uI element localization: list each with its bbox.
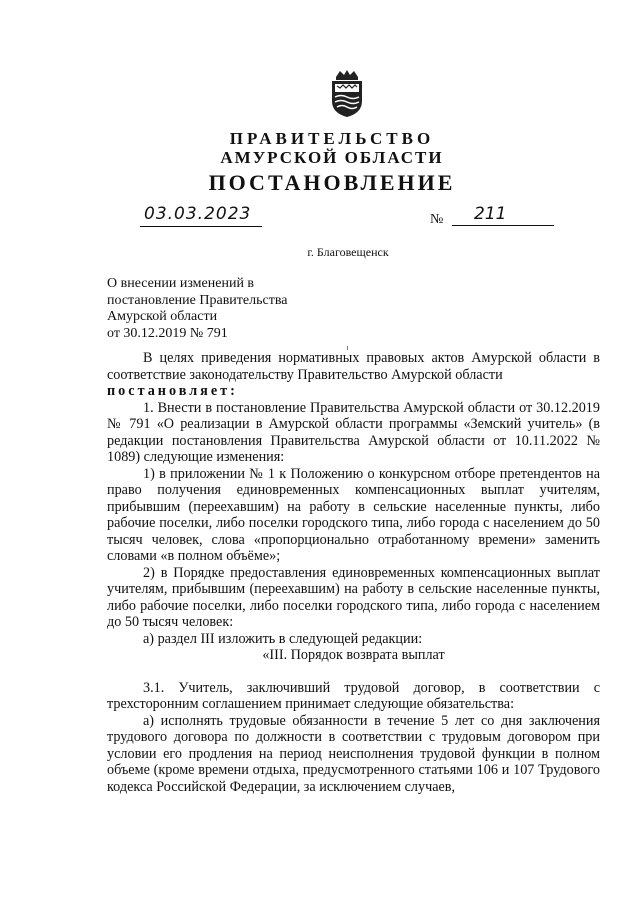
decree-word: постановляет: [107, 383, 238, 399]
preamble-paragraph: В целях приведения нормативных правовых актов Амурской области в соответствие законодательству Правительство Амурской области [107, 350, 600, 383]
document-body [107, 350, 600, 795]
paragraph-3-1-a: а) исполнять трудовые обязанности в течение 5 лет со дня заключения трудового договора по должности в соответствии с трудовым договором при условии его продления на период неисполнения трудовой функции в полном объеме (кроме времени отдыха, предусмотренного статьями 106 и 107 Трудового кодекса Российской Федерации, за исключением случаев, [107, 712, 600, 795]
document-date: 03.03.2023 [140, 204, 262, 227]
spacer [107, 664, 600, 680]
paragraph-item-1-2-a: а) раздел III изложить в следующей редакции: [143, 630, 423, 647]
subject-line: от 30.12.2019 № 791 [107, 325, 228, 341]
section-title: «III. Порядок возврата выплат [262, 647, 445, 663]
subject-line: постановление Правительства [107, 292, 288, 308]
subject-line: О внесении изменений в [107, 276, 255, 291]
org-title-line2: АМУРСКОЙ ОБЛАСТИ [220, 148, 444, 167]
number-label: № [430, 212, 444, 227]
coat-of-arms-icon [328, 68, 366, 118]
paragraph-item-1-2: 2) в Порядке предоставления единовременных компенсационных выплат учителям, прибывшим (переехавшим) на работу в сельские населенные пункты, либо рабочие поселки, либо поселки городского типа, либо города с населением до 50 тысяч человек: [107, 564, 600, 630]
subject-line: Амурской области [107, 309, 218, 324]
document-type: ПОСТАНОВЛЕНИЕ [208, 170, 456, 195]
org-title-line1: ПРАВИТЕЛЬСТВО [229, 129, 435, 148]
document-subject [107, 276, 367, 342]
paragraph-3-1: 3.1. Учитель, заключивший трудовой договор, в соответствии с трехсторонним соглашением принимает следующие обязательства: [107, 679, 600, 712]
city-name: г. Благовещенск [307, 245, 389, 259]
document-number: 211 [452, 204, 554, 226]
paragraph-item-1-1: 1) в приложении № 1 к Положению о конкурсном отборе претендентов на право получения единовременных компенсационных выплат учителям, прибывшим (переехавшим) на работу в сельские населенные пункты, либо рабочие поселки, либо поселки городского типа, либо города с населением до 50 тысяч человек, слова «пропорционально отработанному времени» заменить словами «в полном объёме»; [107, 465, 600, 564]
paragraph-item-1: 1. Внести в постановление Правительства Амурской области от 30.12.2019 № 791 «О реализации в Амурской области программы «Земский учитель» (в редакции постановления Правительства Амурской области от 10.11.2022 № 1089) следующие изменения: [107, 399, 600, 465]
